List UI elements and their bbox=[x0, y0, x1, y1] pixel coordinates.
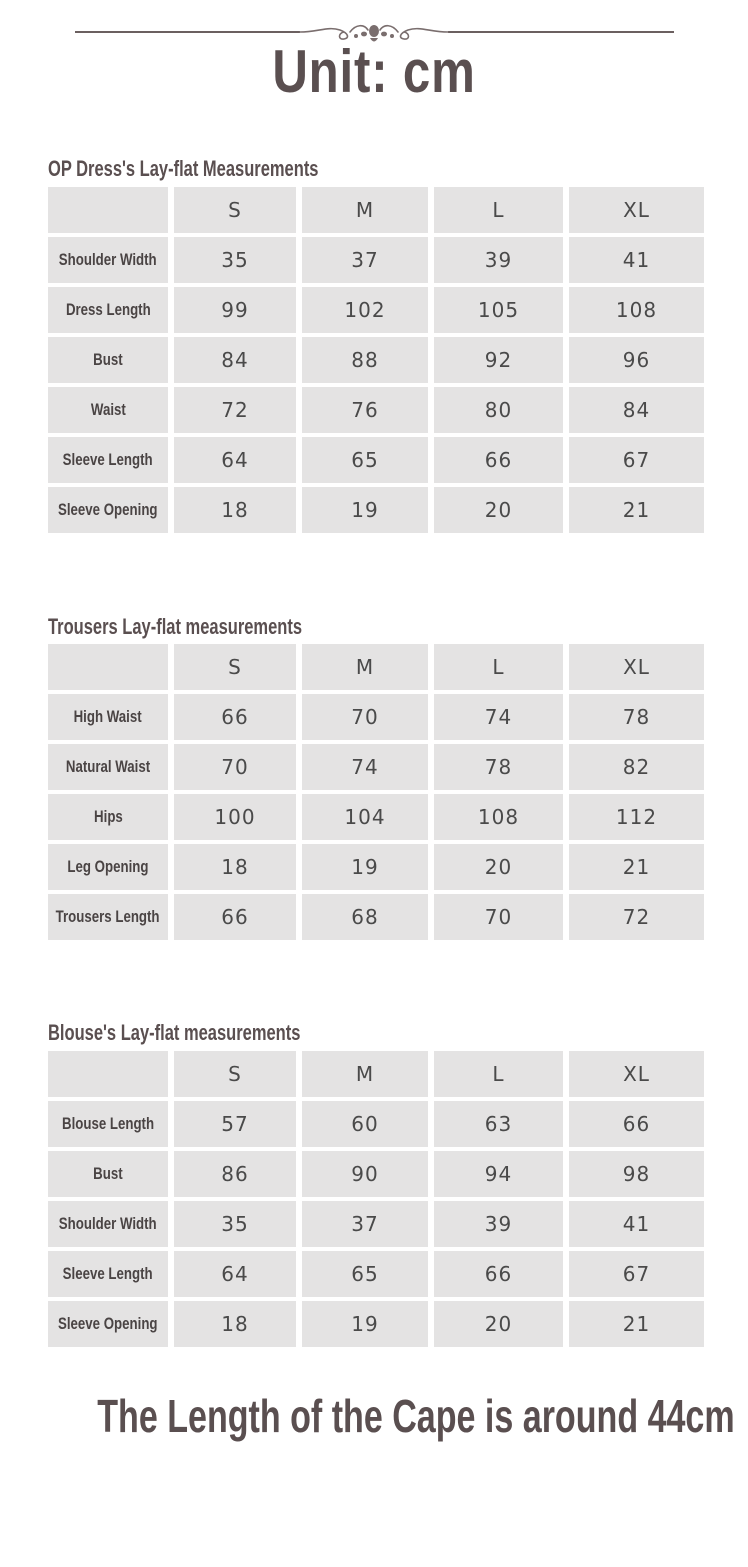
value-cell: 88 bbox=[302, 337, 428, 383]
value-cell: 72 bbox=[569, 894, 704, 940]
size-header: XL bbox=[569, 644, 704, 690]
value-cell: 63 bbox=[434, 1101, 563, 1147]
value-cell: 112 bbox=[569, 794, 704, 840]
cape-length-note: The Length of the Cape is around 44cm bbox=[97, 1390, 735, 1442]
value-cell: 39 bbox=[434, 1201, 563, 1247]
row-label: Bust bbox=[93, 350, 123, 369]
value-cell: 21 bbox=[569, 487, 704, 533]
row-label: Sleeve Opening bbox=[58, 1314, 158, 1333]
unit-title: Unit: cm bbox=[272, 38, 476, 105]
value-cell: 35 bbox=[174, 237, 296, 283]
value-cell: 76 bbox=[302, 387, 428, 433]
row-label: Leg Opening bbox=[67, 857, 149, 876]
value-cell: 35 bbox=[174, 1201, 296, 1247]
size-header: L bbox=[434, 1051, 563, 1097]
size-header: M bbox=[302, 187, 428, 233]
row-label-cell bbox=[48, 744, 168, 790]
value-cell: 18 bbox=[174, 844, 296, 890]
value-cell: 37 bbox=[302, 1201, 428, 1247]
value-cell: 99 bbox=[174, 287, 296, 333]
table-row bbox=[48, 1151, 704, 1201]
table-row bbox=[48, 287, 704, 337]
row-label: Blouse Length bbox=[61, 1114, 155, 1133]
table-header-row bbox=[48, 644, 704, 694]
row-label-cell bbox=[48, 844, 168, 890]
dress-measurements-table bbox=[48, 187, 704, 537]
value-cell: 19 bbox=[302, 487, 428, 533]
value-cell: 86 bbox=[174, 1151, 296, 1197]
size-header: M bbox=[302, 1051, 428, 1097]
value-cell: 20 bbox=[434, 844, 563, 890]
table-row bbox=[48, 1201, 704, 1251]
table-header-row bbox=[48, 187, 704, 237]
value-cell: 78 bbox=[434, 744, 563, 790]
row-label: Natural Waist bbox=[65, 757, 151, 776]
value-cell: 74 bbox=[434, 694, 563, 740]
value-cell: 66 bbox=[434, 1251, 563, 1297]
row-label: Waist bbox=[90, 400, 126, 419]
table-row bbox=[48, 794, 704, 844]
table-row bbox=[48, 487, 704, 537]
table-row bbox=[48, 1101, 704, 1151]
value-cell: 96 bbox=[569, 337, 704, 383]
row-label-cell bbox=[48, 1301, 168, 1347]
row-label: Trousers Length bbox=[56, 907, 160, 926]
size-header: S bbox=[174, 187, 296, 233]
header-rule-left bbox=[75, 31, 300, 33]
size-header: M bbox=[302, 644, 428, 690]
value-cell: 70 bbox=[174, 744, 296, 790]
value-cell: 68 bbox=[302, 894, 428, 940]
value-cell: 94 bbox=[434, 1151, 563, 1197]
value-cell: 20 bbox=[434, 1301, 563, 1347]
row-label-cell bbox=[48, 794, 168, 840]
value-cell: 108 bbox=[434, 794, 563, 840]
value-cell: 64 bbox=[174, 437, 296, 483]
value-cell: 21 bbox=[569, 1301, 704, 1347]
value-cell: 57 bbox=[174, 1101, 296, 1147]
value-cell: 102 bbox=[302, 287, 428, 333]
value-cell: 19 bbox=[302, 1301, 428, 1347]
value-cell: 60 bbox=[302, 1101, 428, 1147]
value-cell: 65 bbox=[302, 437, 428, 483]
row-label-cell bbox=[48, 487, 168, 533]
size-header: XL bbox=[569, 187, 704, 233]
value-cell: 19 bbox=[302, 844, 428, 890]
value-cell: 21 bbox=[569, 844, 704, 890]
value-cell: 67 bbox=[569, 1251, 704, 1297]
value-cell: 84 bbox=[569, 387, 704, 433]
row-label: Sleeve Length bbox=[63, 450, 153, 469]
section-title-blouse: Blouse's Lay-flat measurements bbox=[48, 1020, 301, 1045]
row-label-cell bbox=[48, 437, 168, 483]
table-row bbox=[48, 1251, 704, 1301]
header-corner-cell bbox=[48, 187, 168, 233]
value-cell: 41 bbox=[569, 1201, 704, 1247]
trousers-measurements-table bbox=[48, 644, 704, 944]
row-label-cell bbox=[48, 1151, 168, 1197]
value-cell: 72 bbox=[174, 387, 296, 433]
table-row bbox=[48, 844, 704, 894]
table-row bbox=[48, 437, 704, 487]
row-label-cell bbox=[48, 1101, 168, 1147]
value-cell: 90 bbox=[302, 1151, 428, 1197]
value-cell: 80 bbox=[434, 387, 563, 433]
row-label-cell bbox=[48, 387, 168, 433]
value-cell: 82 bbox=[569, 744, 704, 790]
value-cell: 20 bbox=[434, 487, 563, 533]
value-cell: 39 bbox=[434, 237, 563, 283]
row-label-cell bbox=[48, 337, 168, 383]
value-cell: 66 bbox=[174, 694, 296, 740]
value-cell: 84 bbox=[174, 337, 296, 383]
row-label: Sleeve Length bbox=[63, 1264, 153, 1283]
table-row bbox=[48, 337, 704, 387]
size-header: XL bbox=[569, 1051, 704, 1097]
row-label: Sleeve Opening bbox=[58, 500, 158, 519]
table-row bbox=[48, 237, 704, 287]
size-header: S bbox=[174, 1051, 296, 1097]
value-cell: 18 bbox=[174, 487, 296, 533]
table-row bbox=[48, 387, 704, 437]
row-label: Shoulder Width bbox=[59, 250, 157, 269]
table-row bbox=[48, 1301, 704, 1351]
value-cell: 98 bbox=[569, 1151, 704, 1197]
value-cell: 104 bbox=[302, 794, 428, 840]
row-label: High Waist bbox=[73, 707, 143, 726]
table-row bbox=[48, 694, 704, 744]
row-label-cell bbox=[48, 1201, 168, 1247]
table-row bbox=[48, 894, 704, 944]
value-cell: 70 bbox=[302, 694, 428, 740]
section-title-dress: OP Dress's Lay-flat Measurements bbox=[48, 156, 319, 181]
size-header: S bbox=[174, 644, 296, 690]
size-header: L bbox=[434, 187, 563, 233]
header-corner-cell bbox=[48, 1051, 168, 1097]
table-row bbox=[48, 744, 704, 794]
table-header-row bbox=[48, 1051, 704, 1101]
value-cell: 41 bbox=[569, 237, 704, 283]
value-cell: 37 bbox=[302, 237, 428, 283]
size-header: L bbox=[434, 644, 563, 690]
value-cell: 74 bbox=[302, 744, 428, 790]
row-label-cell bbox=[48, 694, 168, 740]
value-cell: 18 bbox=[174, 1301, 296, 1347]
value-cell: 78 bbox=[569, 694, 704, 740]
row-label: Dress Length bbox=[65, 300, 151, 319]
header-corner-cell bbox=[48, 644, 168, 690]
row-label-cell bbox=[48, 1251, 168, 1297]
row-label-cell bbox=[48, 237, 168, 283]
value-cell: 100 bbox=[174, 794, 296, 840]
value-cell: 66 bbox=[569, 1101, 704, 1147]
row-label: Bust bbox=[93, 1164, 123, 1183]
row-label: Shoulder Width bbox=[59, 1214, 157, 1233]
value-cell: 70 bbox=[434, 894, 563, 940]
value-cell: 108 bbox=[569, 287, 704, 333]
row-label-cell bbox=[48, 287, 168, 333]
value-cell: 64 bbox=[174, 1251, 296, 1297]
section-title-trousers: Trousers Lay-flat measurements bbox=[48, 614, 303, 639]
blouse-measurements-table bbox=[48, 1051, 704, 1351]
value-cell: 66 bbox=[174, 894, 296, 940]
row-label-cell bbox=[48, 894, 168, 940]
value-cell: 105 bbox=[434, 287, 563, 333]
header-rule-right bbox=[448, 31, 674, 33]
value-cell: 66 bbox=[434, 437, 563, 483]
row-label: Hips bbox=[93, 807, 123, 826]
value-cell: 65 bbox=[302, 1251, 428, 1297]
value-cell: 92 bbox=[434, 337, 563, 383]
value-cell: 67 bbox=[569, 437, 704, 483]
